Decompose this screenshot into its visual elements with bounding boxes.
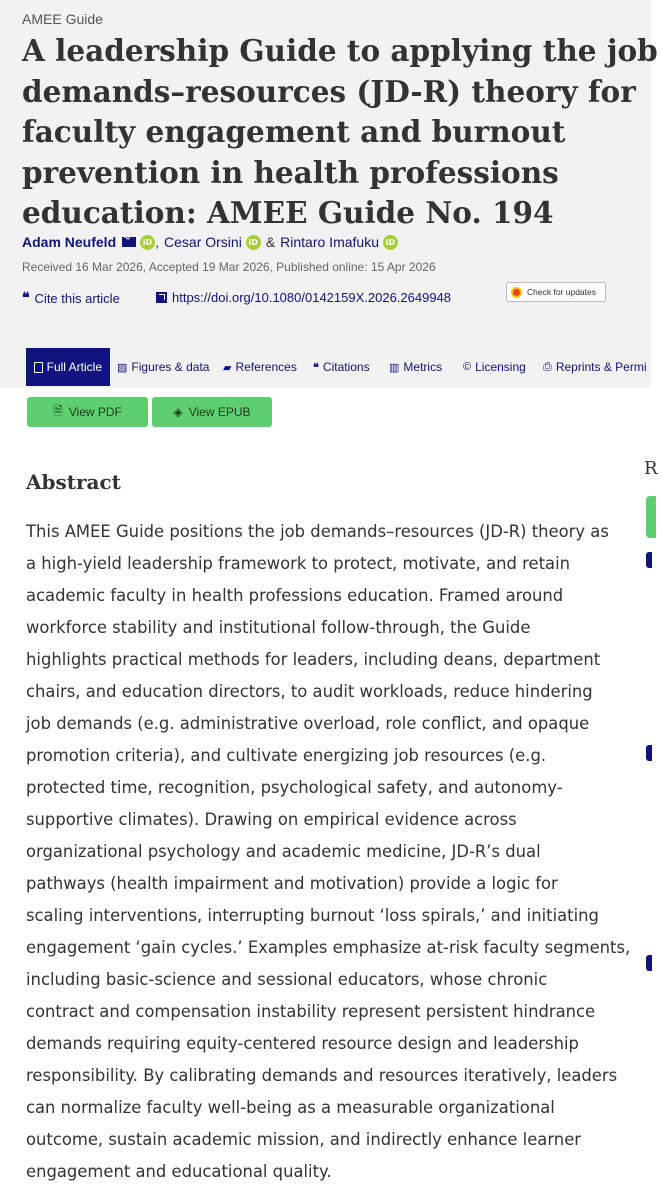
abstract-line: This AMEE Guide positions the job demands–resources (JD-R) theory as (26, 522, 609, 541)
author-separator: , (155, 234, 160, 250)
tab-label: Reprints & Permi (555, 360, 647, 374)
abstract-line: a high-yield leadership framework to protect, motivate, and retain (26, 554, 571, 573)
crossmark-icon (511, 287, 522, 298)
article-title (22, 31, 662, 234)
right-sidebar-edge (640, 440, 658, 1200)
orcid-icon[interactable]: iD (246, 235, 261, 250)
abstract-line: chairs, and education directors, to audit workloads, reduce hindering (26, 682, 593, 701)
series-label: AMEE Guide (22, 11, 103, 27)
abstract-line: responsibility. By calibrating demands and resources iteratively, leaders (26, 1066, 618, 1085)
view-pdf-label: View PDF (68, 405, 122, 419)
tab-reprints-permissions[interactable] (543, 348, 647, 386)
abstract-line: can normalize faculty well-being as a measurable organizational (26, 1098, 555, 1117)
abstract-line: contract and compensation instability represent persistent hindrance (26, 1002, 596, 1021)
epub-icon: ◈ (173, 405, 183, 419)
orcid-icon[interactable]: iD (140, 235, 155, 250)
book-icon: ▰ (223, 361, 232, 374)
doi-link[interactable] (156, 290, 451, 305)
abstract-line: engagement ‘gain cycles.’ Examples emphasize at-risk faculty segments, (26, 938, 631, 957)
article-tabs (0, 348, 651, 386)
abstract-line: demands requiring equity-centered resource design and leadership (26, 1034, 579, 1053)
copyright-icon: © (463, 361, 472, 373)
author-link-orsini[interactable]: Cesar Orsini (164, 234, 242, 250)
abstract-line: outcome, sustain academic mission, and indirectly enhance learner (26, 1130, 582, 1149)
tab-label: Metrics (403, 360, 443, 374)
abstract-line: job demands (e.g. administrative overload, role conflict, and opaque (26, 714, 590, 733)
abstract-line: including basic-science and sessional educators, whose chronic (26, 970, 548, 989)
abstract-line: engagement and educational quality. (26, 1162, 332, 1181)
author-separator: & (265, 234, 276, 250)
publication-dates: Received 16 Mar 2026, Accepted 19 Mar 2026, Published online: 15 Apr 2026 (22, 260, 436, 274)
orcid-icon[interactable]: iD (383, 235, 398, 250)
abstract-line: highlights practical methods for leaders, including deans, department (26, 650, 601, 669)
abstract-line: protected time, recognition, psychological safety, and autonomy- (26, 778, 563, 797)
view-epub-button[interactable] (152, 397, 272, 427)
abstract-line: academic faculty in health professions education. Framed around (26, 586, 564, 605)
view-epub-label: View EPUB (188, 405, 251, 419)
image-icon: ▨ (117, 361, 128, 374)
abstract-text (26, 516, 631, 1188)
pdf-icon: 🗎 (53, 403, 63, 418)
abstract-line: promotion criteria), and cultivate energizing job resources (e.g. (26, 746, 547, 765)
cite-label: Cite this article (34, 290, 120, 306)
title-line: A leadership Guide to applying the job (22, 33, 658, 68)
sidebar-marker (646, 955, 652, 971)
tab-label: Citations (322, 360, 370, 374)
tab-full-article[interactable] (26, 348, 110, 386)
abstract-line: organizational psychology and academic medicine, JD-R’s dual (26, 842, 541, 861)
envelope-icon[interactable] (122, 237, 136, 247)
tab-label: Full Article (46, 360, 102, 374)
abstract-line: pathways (health impairment and motivation) provide a logic for (26, 874, 558, 893)
author-list (22, 234, 398, 250)
tab-label: References (235, 360, 297, 374)
quote-icon: ❝ (313, 360, 319, 374)
tab-references[interactable] (223, 348, 297, 386)
bar-chart-icon: ▥ (389, 361, 400, 374)
quote-icon: ❝ (22, 290, 30, 306)
tab-label: Figures & data (131, 360, 210, 374)
view-pdf-button[interactable] (27, 397, 148, 427)
printer-icon: ⎙ (543, 360, 552, 373)
external-link-icon (156, 292, 167, 303)
check-for-updates-button[interactable] (506, 282, 606, 302)
abstract-line: scaling interventions, interrupting burnout ‘loss spirals,’ and initiating (26, 906, 599, 925)
title-line: faculty engagement and burnout (22, 114, 566, 149)
check-updates-label: Check for updates (527, 287, 596, 297)
abstract-line: workforce stability and institutional follow-through, the Guide (26, 618, 531, 637)
tab-label: Licensing (475, 360, 526, 374)
tab-licensing[interactable] (463, 348, 526, 386)
tab-metrics[interactable] (389, 348, 442, 386)
sidebar-heading-fragment: R (644, 458, 658, 479)
title-line: demands–resources (JD-R) theory for (22, 73, 636, 109)
tab-figures-data[interactable] (117, 348, 209, 386)
sidebar-marker (646, 552, 652, 568)
sidebar-green-button[interactable] (646, 496, 656, 538)
author-link-neufeld[interactable]: Adam Neufeld (22, 234, 117, 250)
cite-article-link[interactable] (22, 290, 120, 306)
sidebar-marker (646, 745, 652, 761)
document-icon (34, 362, 43, 373)
tab-citations[interactable] (313, 348, 370, 386)
abstract-heading: Abstract (26, 470, 121, 494)
abstract-line: supportive climates). Drawing on empirical evidence across (26, 810, 517, 829)
title-line: education: AMEE Guide No. 194 (22, 195, 554, 230)
doi-text: https://doi.org/10.1080/0142159X.2026.2649948 (172, 290, 452, 305)
title-line: prevention in health professions (22, 154, 559, 190)
author-link-imafuku[interactable]: Rintaro Imafuku (280, 234, 379, 250)
